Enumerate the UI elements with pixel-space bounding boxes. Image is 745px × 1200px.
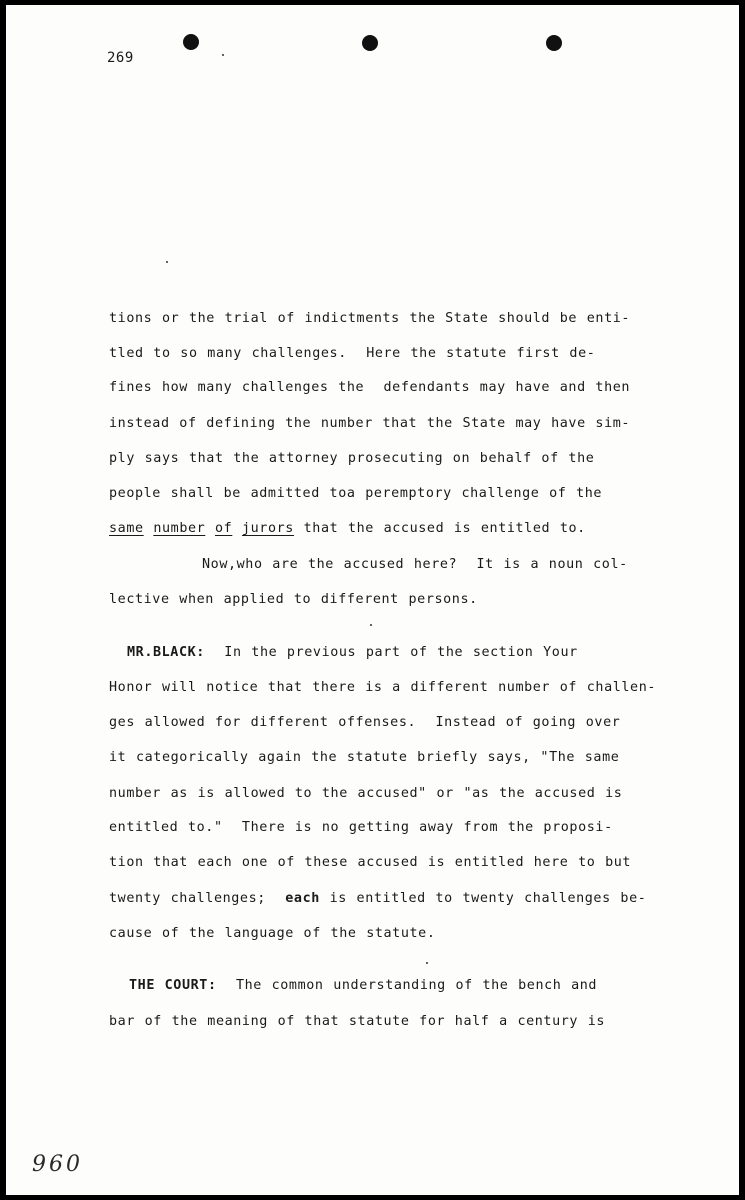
- page-number: 269: [107, 50, 134, 66]
- text-fragment: The common understanding of the bench and: [216, 978, 598, 993]
- scan-speck: [370, 624, 372, 626]
- scan-speck: [166, 261, 168, 263]
- punch-hole-right: [546, 35, 562, 51]
- text-fragment: is entitled to twenty challenges be-: [319, 891, 647, 906]
- text-line: number as is allowed to the accused" or "as the accused is: [109, 786, 623, 801]
- text-line: [129, 978, 597, 993]
- handwritten-mark: 960: [32, 1152, 83, 1177]
- text-line: instead of defining the number that the State may have sim-: [109, 416, 631, 431]
- scan-speck: [222, 54, 224, 56]
- text-line: tions or the trial of indictments the State should be enti-: [109, 311, 631, 326]
- text-line: cause of the language of the statute.: [109, 926, 436, 941]
- bold-word: each: [285, 891, 320, 906]
- speaker-label: MR.BLACK:: [127, 645, 205, 660]
- text-line: people shall be admitted toa peremptory challenge of the: [109, 486, 603, 501]
- text-line: entitled to." There is no getting away from the proposi-: [109, 820, 613, 835]
- speaker-label: THE COURT:: [129, 978, 217, 993]
- underlined-word: number: [153, 521, 206, 536]
- text-line: [127, 645, 578, 660]
- text-line: it categorically again the statute briefly says, "The same: [109, 750, 620, 765]
- punch-hole-center: [362, 35, 378, 51]
- text-line: [109, 891, 646, 906]
- text-line: bar of the meaning of that statute for half a century is: [109, 1014, 606, 1029]
- text-line: ges allowed for different offenses. Instead of going over: [109, 715, 621, 730]
- document-page: [6, 5, 739, 1195]
- text-fragment: twenty challenges;: [109, 891, 286, 906]
- text-line: tled to so many challenges. Here the statute first de-: [109, 346, 596, 361]
- text-line: ply says that the attorney prosecuting on behalf of the: [109, 451, 595, 466]
- punch-hole-left: [183, 34, 199, 50]
- underlined-word: same: [109, 521, 144, 536]
- text-line: Now,who are the accused here? It is a noun col-: [202, 557, 628, 572]
- text-line: fines how many challenges the defendants may have and then: [109, 380, 631, 395]
- text-line: lective when applied to different persons.: [109, 592, 478, 607]
- text-line: tion that each one of these accused is entitled here to but: [109, 855, 632, 870]
- text-line: Honor will notice that there is a different number of challen-: [109, 680, 657, 695]
- text-fragment: that the accused is entitled to.: [303, 521, 586, 536]
- underlined-word: of: [214, 521, 233, 536]
- underlined-word: jurors: [241, 521, 294, 536]
- scan-speck: [426, 962, 428, 964]
- text-line: [109, 521, 586, 536]
- text-fragment: In the previous part of the section Your: [204, 645, 578, 660]
